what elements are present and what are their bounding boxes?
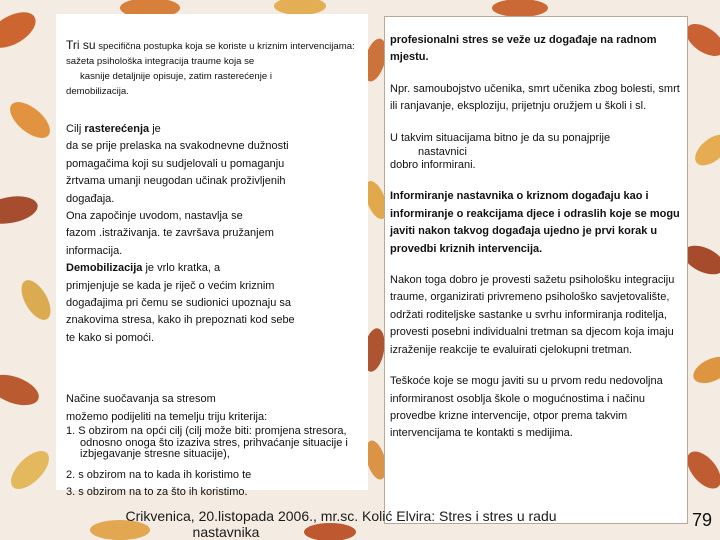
- cilj-line: informacija.: [66, 244, 123, 257]
- demob-line: znakovima stresa, kako ih prepoznati kod sebe: [66, 314, 295, 327]
- intro-lead: Tri su: [66, 38, 96, 52]
- footer-line-1: Crikvenica, 20.listopada 2006., mr.sc. Kolić Elvira: Stres i stres u radu: [125, 508, 557, 524]
- slide-footer: [36, 508, 646, 540]
- cilj-line: žrtvama umanji neugodan učinak proživljenih: [66, 175, 286, 188]
- situations-line: U takvim situacijama bitno je da su ponajprije: [390, 131, 611, 144]
- cilj-line: fazom .istraživanja. te završava pružanjem: [66, 227, 274, 240]
- criterion-3: 3. s obzirom na to za što ih koristimo.: [66, 486, 248, 498]
- intro-paragraph: [66, 38, 361, 99]
- situations-last: dobro informirani.: [390, 159, 476, 172]
- nacini-line: Načine suočavanja sa stresom: [66, 393, 216, 406]
- informing-teachers-paragraph: Informiranje nastavnika o kriznom događaju kao i informiranje o reakcijama djece i odraslih koje se mogu javiti nakon takvog događaja ujedno je prvi korak u provedbi kriznih intervencija.: [390, 190, 680, 255]
- demob-line: te kako si pomoći.: [66, 331, 155, 344]
- cilj-line: da se prije prelaska na svakodnevne dužnosti: [66, 140, 289, 153]
- demob-line: događajima pri čemu se sudionici upoznaju sa: [66, 297, 292, 310]
- demob-line: primjenjuje se kada je riječ o većim kriznim: [66, 279, 275, 292]
- criterion-1: 1. S obzirom na opći cilj (cilj može biti: promjena stresora, odnosno onoga što izaziva stres, prihvaćanje situacije i izbjegavanje stresne situacije),: [66, 425, 348, 461]
- professional-stress-text: profesionalni stres se veže uz događaje na radnom mjestu.: [390, 34, 657, 64]
- intro-last-line: demobilizacija.: [66, 86, 129, 97]
- criterion-2: 2. s obzirom na to kada ih koristimo te: [66, 468, 252, 481]
- rasterecenje-term: rasterećenja: [84, 123, 150, 135]
- cilj-heading-line: Cilj rasterećenja je: [66, 123, 161, 135]
- difficulties-paragraph: Teškoće koje se mogu javiti su u prvom redu nedovoljna informiranost osoblja škole o mogućnostima i načinu provedbe krizne intervencije, otpor prema takvim intervencijama te kontakti s medijima.: [390, 375, 663, 440]
- right-column: [390, 32, 682, 443]
- intro-text: specifična postupka koja se koriste u kriznim intervencijama: sažeta psihološka integracija traume koja se: [66, 41, 355, 67]
- nacini-line: možemo podijeliti na temelju triju kriterija:: [66, 410, 268, 423]
- cilj-line: Ona započinje uvodom, nastavlja se: [66, 210, 243, 223]
- demob-heading-line: Demobilizacija je vrlo kratka, a: [66, 262, 221, 275]
- examples-paragraph: Npr. samoubojstvo učenika, smrt učenika zbog bolesti, smrt ili ranjavanje, eksploziju, prijetnju oružjem u školi i sl.: [390, 82, 680, 113]
- difficulties-clip: [390, 373, 682, 443]
- left-column: [66, 38, 361, 501]
- situations-indent: nastavnici: [418, 146, 467, 159]
- footer-line-2: nastavnika: [192, 524, 260, 540]
- cilj-line: pomagačima koji su sudjelovali u pomaganju: [66, 157, 285, 170]
- next-steps-paragraph: Nakon toga dobro je provesti sažetu psihološku integraciju traume, organizirati privremeno psihološko savjetovalište, održati roditeljske sastanke u svrhu informiranja roditelja, provesti posebni individualni tretman sa djecom koja imaju izraženije reakcije te evaluirati cjelokupni tretman.: [390, 274, 675, 356]
- cilj-line: događaja.: [66, 192, 115, 205]
- intro-indent-line: kasnije detaljnije opisuje, zatim rasterećenje i: [80, 71, 272, 82]
- page-number: 79: [692, 510, 713, 530]
- demobilizacija-term: Demobilizacija: [66, 262, 143, 275]
